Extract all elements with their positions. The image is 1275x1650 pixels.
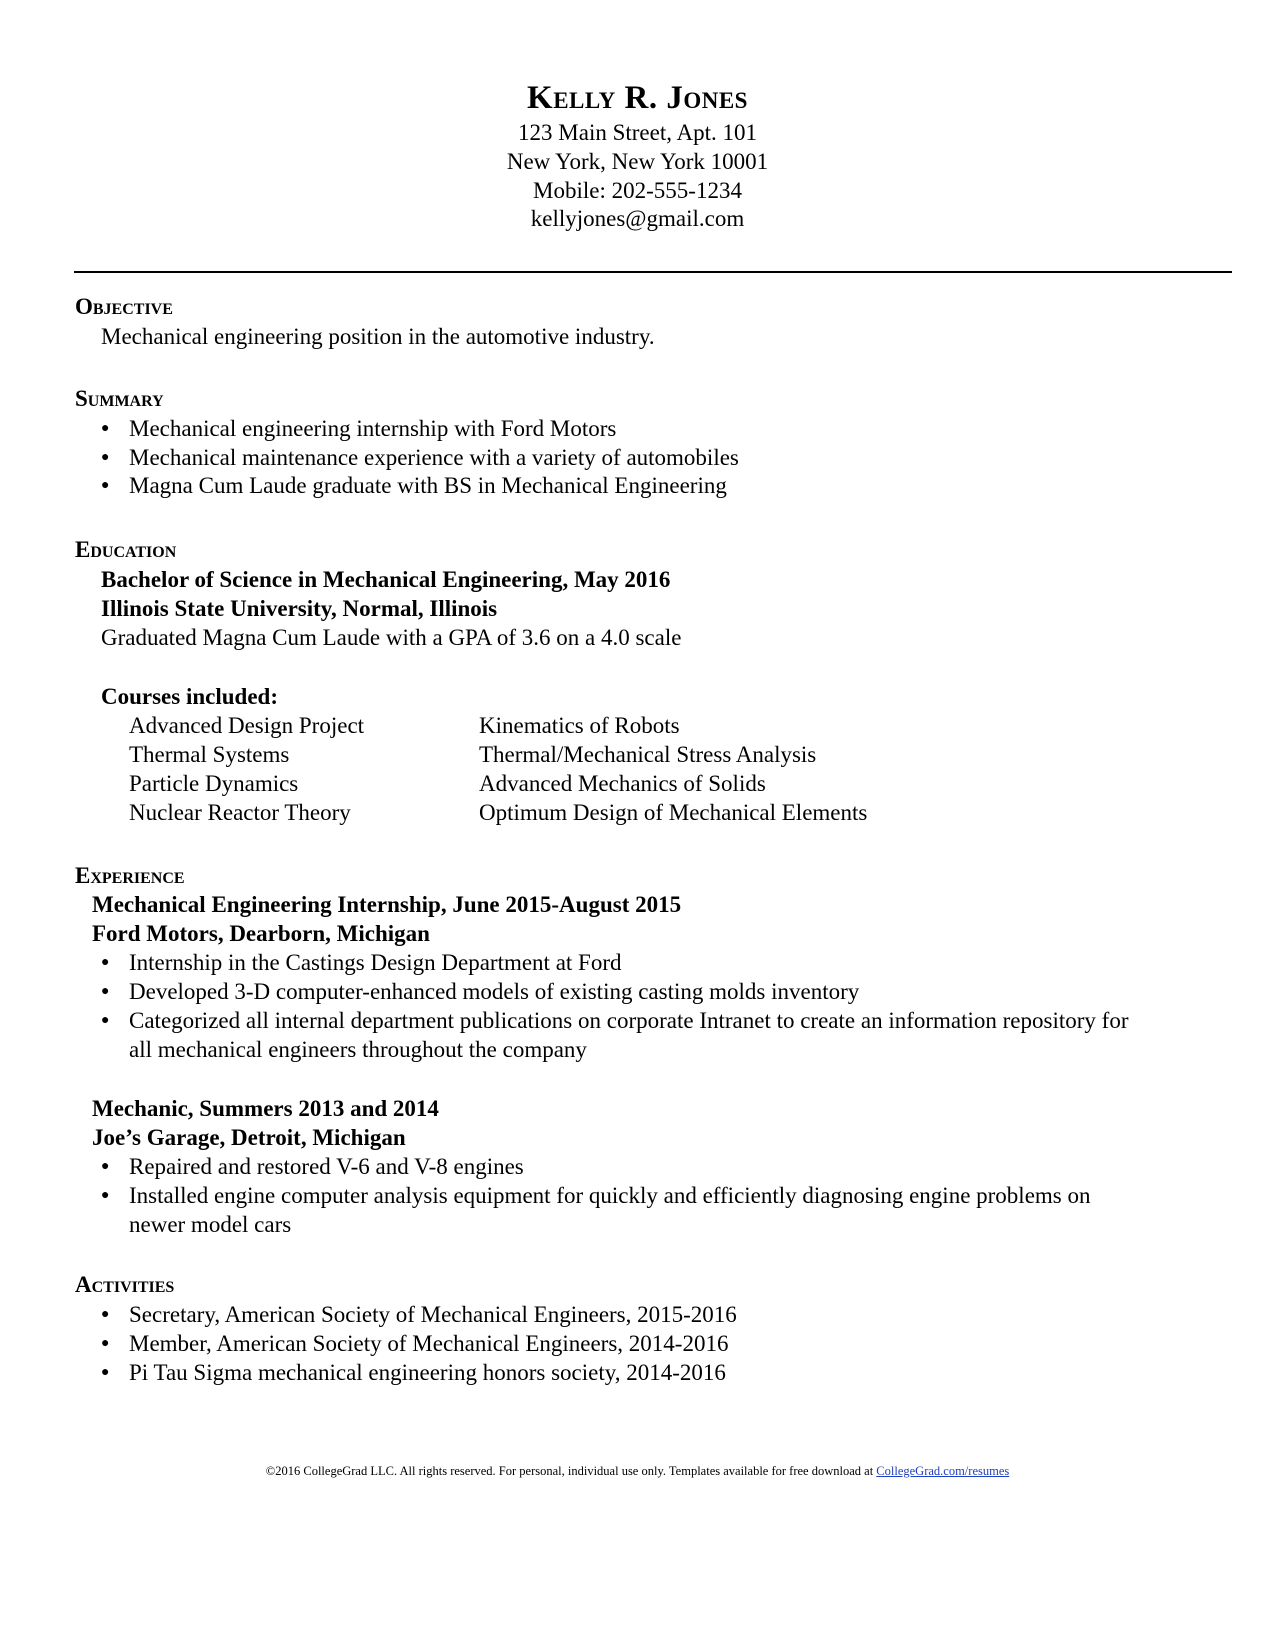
footer-link[interactable]: CollegeGrad.com/resumes [876, 1464, 1010, 1478]
bullet-icon: ● [101, 1307, 110, 1322]
job-title: Mechanic, Summers 2013 and 2014 [92, 1096, 439, 1121]
objective-heading: Objective [75, 294, 173, 319]
course-item: Nuclear Reactor Theory [129, 800, 351, 825]
bullet-icon: ● [101, 421, 110, 436]
activity-item: Pi Tau Sigma mechanical engineering honors society, 2014-2016 [129, 1360, 726, 1385]
header-divider [74, 271, 1232, 273]
job-bullet: Categorized all internal department publications on corporate Intranet to create an information repository for [129, 1008, 1129, 1033]
job-bullet-continued: all mechanical engineers throughout the company [129, 1037, 587, 1062]
course-item: Kinematics of Robots [479, 713, 680, 738]
bullet-icon: ● [101, 955, 110, 970]
course-item: Thermal/Mechanical Stress Analysis [479, 742, 817, 767]
bullet-icon: ● [101, 1336, 110, 1351]
bullet-icon: ● [101, 1188, 110, 1203]
objective-text: Mechanical engineering position in the automotive industry. [101, 324, 655, 349]
education-heading: Education [75, 537, 177, 562]
email-address: kellyjones@gmail.com [530, 206, 745, 231]
course-item: Optimum Design of Mechanical Elements [479, 800, 868, 825]
job-bullet-continued: newer model cars [129, 1212, 292, 1237]
summary-item: Mechanical maintenance experience with a variety of automobiles [129, 445, 739, 470]
summary-item: Mechanical engineering internship with Ford Motors [129, 416, 617, 441]
degree: Bachelor of Science in Mechanical Engineering, May 2016 [101, 567, 671, 592]
bullet-icon: ● [101, 450, 110, 465]
mobile-phone: Mobile: 202-555-1234 [533, 178, 742, 203]
bullet-icon: ● [101, 1365, 110, 1380]
footer-text: ©2016 CollegeGrad LLC. All rights reserved. For personal, individual use only. Templates available for free download at [265, 1464, 877, 1478]
job-title: Mechanical Engineering Internship, June 2015-August 2015 [92, 892, 682, 917]
copyright-footer [0, 1462, 1275, 1480]
activity-item: Member, American Society of Mechanical Engineers, 2014-2016 [129, 1331, 729, 1356]
job-bullet: Installed engine computer analysis equipment for quickly and efficiently diagnosing engine problems on [129, 1183, 1091, 1208]
bullet-icon: ● [101, 1013, 110, 1028]
bullet-icon: ● [101, 984, 110, 999]
summary-item: Magna Cum Laude graduate with BS in Mechanical Engineering [129, 473, 727, 498]
job-bullet: Developed 3-D computer-enhanced models of existing casting molds inventory [129, 979, 860, 1004]
courses-label: Courses included: [101, 684, 278, 709]
course-item: Advanced Design Project [129, 713, 365, 738]
activity-item: Secretary, American Society of Mechanical Engineers, 2015-2016 [129, 1302, 737, 1327]
job-bullet: Internship in the Castings Design Department at Ford [129, 950, 622, 975]
course-item: Advanced Mechanics of Solids [479, 771, 766, 796]
address-line-1: 123 Main Street, Apt. 101 [518, 120, 757, 145]
course-item: Thermal Systems [129, 742, 290, 767]
address-line-2: New York, New York 10001 [506, 149, 769, 174]
job-bullet: Repaired and restored V-6 and V-8 engines [129, 1154, 524, 1179]
job-company: Ford Motors, Dearborn, Michigan [92, 921, 430, 946]
job-company: Joe’s Garage, Detroit, Michigan [92, 1125, 406, 1150]
candidate-name: Kelly R. Jones [527, 80, 748, 116]
bullet-icon: ● [101, 478, 110, 493]
experience-heading: Experience [75, 863, 185, 888]
summary-heading: Summary [75, 386, 164, 411]
gpa: Graduated Magna Cum Laude with a GPA of 3.6 on a 4.0 scale [101, 625, 682, 650]
course-item: Particle Dynamics [129, 771, 299, 796]
school: Illinois State University, Normal, Illinois [101, 596, 498, 621]
activities-heading: Activities [75, 1272, 175, 1297]
bullet-icon: ● [101, 1159, 110, 1174]
